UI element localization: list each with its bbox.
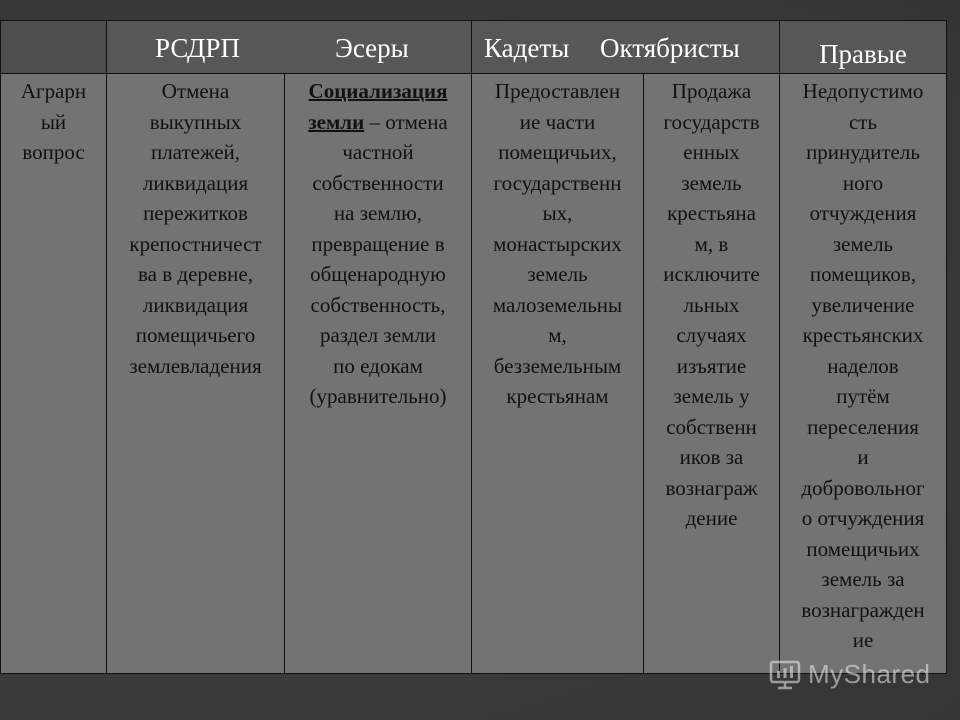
cell-esery-text xyxy=(285,76,471,412)
header-rsdrp: РСДРП xyxy=(155,33,240,63)
cell-pravye-text: Недопустимо сть принудитель ного отчуждения земель помещиков, увеличение крестьянских наделов путём переселения и добровольног о отчуждения помещичьих земель за вознагражден ие xyxy=(801,79,925,652)
header-oktyabristy: Октябристы xyxy=(600,33,740,63)
cell-pravye xyxy=(780,74,947,674)
header-rsdrp-esery xyxy=(107,21,472,74)
cell-rsdrp xyxy=(107,74,285,674)
header-kadety-oktyabristy xyxy=(472,21,780,74)
cell-kadety xyxy=(472,74,644,674)
row-label: Аграрн ый вопрос xyxy=(20,79,87,164)
cell-esery xyxy=(285,74,472,674)
corner-cell xyxy=(1,21,107,74)
esery-term: Социализация земли xyxy=(308,79,448,134)
watermark-text: MyShared xyxy=(808,658,931,689)
myshared-watermark xyxy=(768,654,931,694)
row-label-cell xyxy=(1,74,107,674)
parties-agrarian-table xyxy=(0,20,947,674)
agrarian-row xyxy=(1,74,947,674)
header-row xyxy=(1,21,947,74)
esery-description: – отмена частной собственности на землю, превращение в общенародную собственность, раздел земли по едокам (уравнительно) xyxy=(309,109,448,408)
header-pravye xyxy=(780,21,947,74)
header-esery: Эсеры xyxy=(335,33,409,63)
cell-oktyabristy xyxy=(644,74,780,674)
cell-kadety-text: Предоставлен ие части помещичьих, государственн ых, монастырских земель малоземельны м, безземельным крестьянам xyxy=(492,79,623,408)
header-kadety: Кадеты xyxy=(484,33,570,63)
cell-rsdrp-text: Отмена выкупных платежей, ликвидация пережитков крепостничест ва в деревне, ликвидация помещичьего землевладения xyxy=(129,79,262,378)
parties-table-container xyxy=(0,20,946,674)
header-pravye-label: Правые xyxy=(819,39,907,69)
presentation-board-icon xyxy=(768,657,802,691)
cell-oktyabristy-text: Продажа государств енных земель крестьяна м, в исключите льных случаях изъятие земель у собственн иков за вознаграж дение xyxy=(663,79,760,530)
